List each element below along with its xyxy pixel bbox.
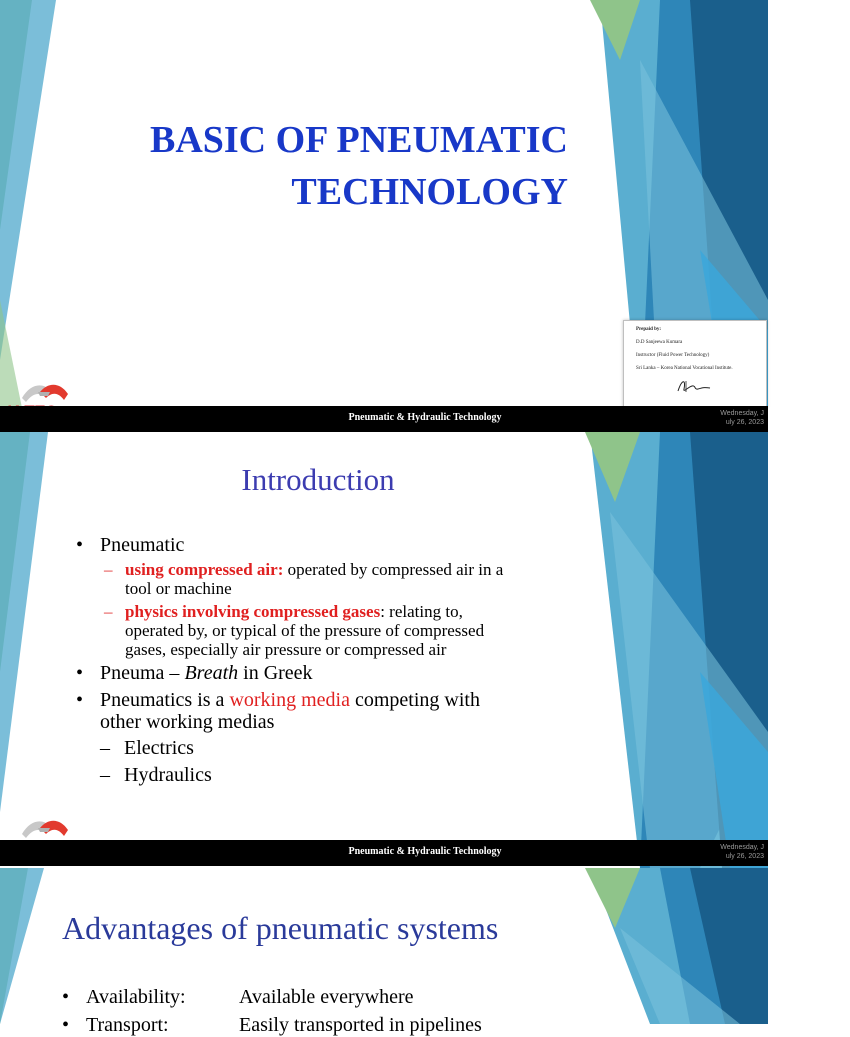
dash-icon: –	[104, 560, 113, 579]
sub-bullet-compressed-gases-cont: operated by, or typical of the pressure of compressed	[125, 621, 485, 640]
slide-footer-bar	[0, 840, 768, 866]
bullet-pneumatic: Pneumatic	[100, 534, 185, 556]
handshake-icon	[20, 816, 70, 840]
bullet-pneuma: Pneuma – Breath in Greek	[100, 662, 313, 684]
advantage-label-transport: Transport:	[86, 1014, 169, 1036]
handshake-icon	[20, 380, 70, 404]
term-compressed-gases: physics involving compressed gases	[125, 602, 381, 621]
footer-course-title: Pneumatic & Hydraulic Technology	[348, 412, 502, 423]
footer-date: Wednesday, J uly 26, 2023	[720, 844, 764, 860]
preparer-name: D.D Sanjeewa Kumara	[636, 340, 683, 345]
term-working-media: working media	[229, 689, 350, 711]
dash-icon: –	[100, 737, 110, 759]
sub-bullet-compressed-gases-cont: gases, especially air pressure or compressed air	[125, 640, 447, 659]
preparer-role: Instructor (Fluid Power Technology)	[636, 353, 710, 358]
footer-date: Wednesday, J uly 26, 2023	[720, 410, 764, 426]
bullet-icon: •	[62, 1014, 70, 1036]
advantage-label-availability: Availability:	[86, 986, 186, 1008]
bullet-working-media: Pneumatics is a working media competing with	[100, 689, 480, 711]
prepared-by-box	[623, 320, 767, 408]
slide-advantages	[0, 868, 768, 1036]
sub-bullet-compressed-air-cont: tool or machine	[125, 579, 232, 598]
slide-title-text: Introduction	[241, 462, 395, 497]
slide-title-text: BASIC OF PNEUMATIC TECHNOLOGY	[149, 119, 568, 213]
advantage-value-transport: Easily transported in pipelines	[239, 1014, 482, 1036]
sub-bullet-electrics: Electrics	[124, 737, 194, 759]
slide-footer-bar	[0, 406, 768, 432]
bullet-working-media-cont: other working medias	[100, 711, 275, 733]
term-compressed-air: using compressed air:	[125, 560, 284, 579]
footer-course-title: Pneumatic & Hydraulic Technology	[348, 846, 502, 857]
sub-bullet-compressed-air: using compressed air: operated by compressed air in a	[125, 560, 504, 579]
bullet-icon: •	[62, 986, 70, 1008]
dash-icon: –	[100, 764, 110, 786]
prepared-by-heading: Prepaid by:	[636, 327, 662, 332]
slide-title-text: Advantages of pneumatic systems	[62, 910, 499, 946]
bullet-icon: •	[76, 689, 84, 711]
sub-bullet-compressed-gases: physics involving compressed gases: relating to,	[125, 602, 463, 621]
sub-bullet-hydraulics: Hydraulics	[124, 764, 212, 786]
signature-image	[674, 377, 714, 395]
advantage-value-availability: Available everywhere	[239, 986, 414, 1008]
dash-icon: –	[104, 602, 113, 621]
bullet-icon: •	[76, 662, 84, 684]
preparer-institute: Sri Lanka – Korea National Vocational Institute.	[636, 366, 733, 371]
slide-title	[0, 0, 768, 432]
bullet-icon: •	[76, 534, 84, 556]
slide-introduction	[0, 432, 768, 868]
